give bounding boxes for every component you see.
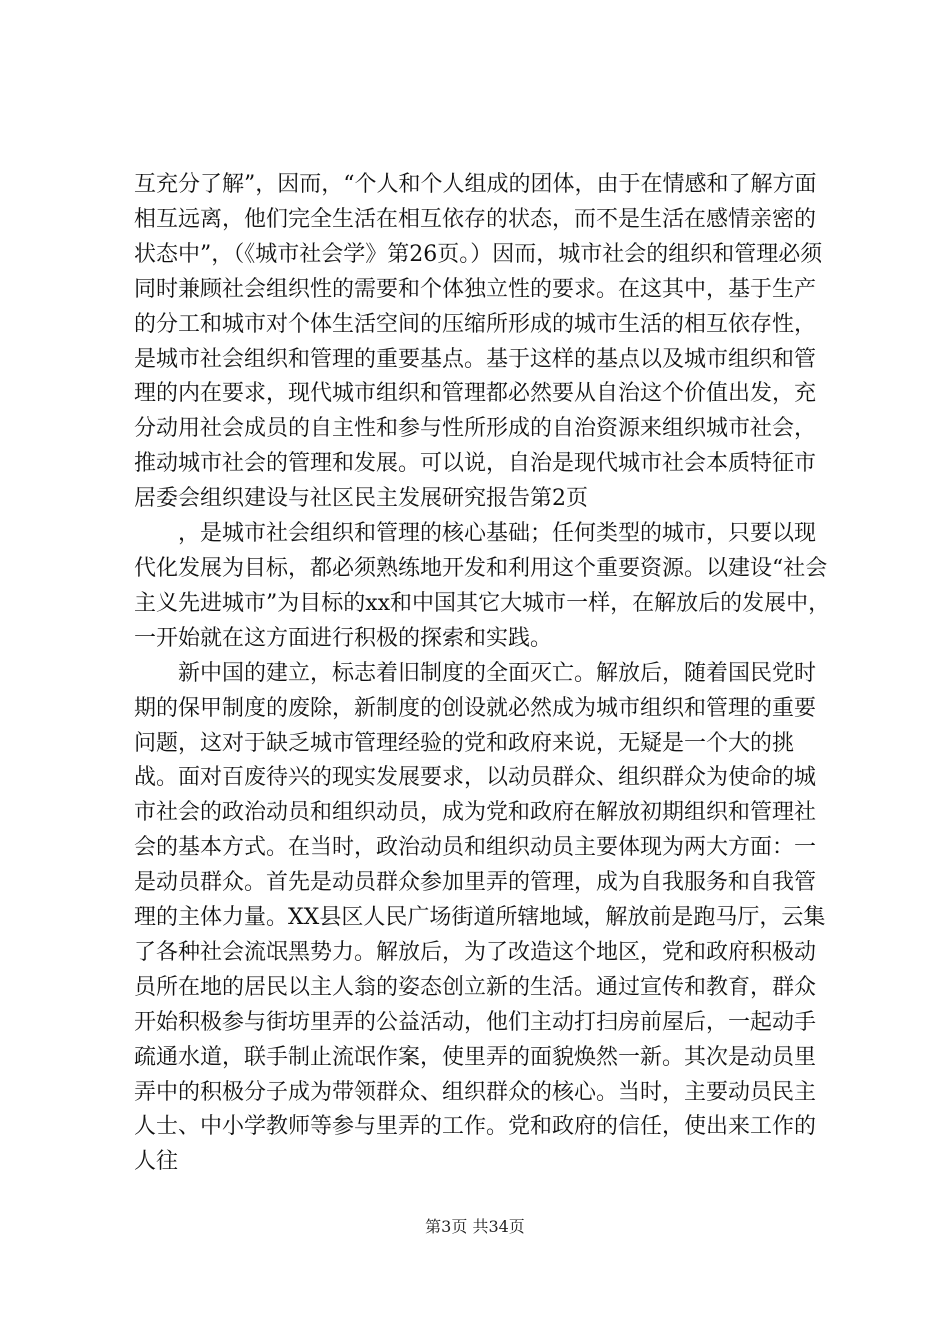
page-footer: 第3页 共34页 [425, 1217, 525, 1236]
body-paragraph-3: 新中国的建立，标志着旧制度的全面灭亡。解放后，随着国民党时期的保甲制度的废除，新制度的创设就必然成为城市组织和管理的重要问题，这对于缺乏城市管理经验的党和政府来说，无疑是一个大的挑战。面对百废待兴的现实发展要求，以动员群众、组织群众为使命的城市社会的政治动员和组织动员，成为党和政府在解放初期组织和管理社会的基本方式。在当时，政治动员和组织动员主要体现为两大方面：一是动员群众。首先是动员群众参加里弄的管理，成为自我服务和自我管理的主体力量。XX县区人民广场街道所辖地域，解放前是跑马厅，云集了各种社会流氓黑势力。解放后，为了改造这个地区，党和政府积极动员所在地的居民以主人翁的姿态创立新的生活。通过宣传和教育，群众开始积极参与街坊里弄的公益活动，他们主动打扫房前屋后，一起动手疏通水道，联手制止流氓作案，使里弄的面貌焕然一新。其次是动员里弄中的积极分子成为带领群众、组织群众的核心。当时，主要动员民主人士、中小学教师等参与里弄的工作。党和政府的信任，使出来工作的人往 [134, 660, 826, 1175]
body-paragraph-1: 互充分了解”，因而，“个人和个人组成的团体，由于在情感和了解方面相互远离，他们完全生活在相互依存的状态，而不是生活在感情亲密的状态中”，（《城市社会学》第26页。）因而，城市社会的组织和管理必须同时兼顾社会组织性的需要和个体独立性的要求。在这其中，基于生产的分工和城市对个体生活空间的压缩所形成的城市生活的相互依存性，是城市社会组织和管理的重要基点。基于这样的基点以及城市组织和管理的内在要求，现代城市组织和管理都必然要从自治这个价值出发，充分动用社会成员的自主性和参与性所形成的自治资源来组织城市社会，推动城市社会的管理和发展。可以说，自治是现代城市社会本质特征市居委会组织建设与社区民主发展研究报告第2页 [134, 172, 823, 512]
document-body [134, 168, 834, 1180]
body-paragraph-2: ，是城市社会组织和管理的核心基础；任何类型的城市，只要以现代化发展为目标，都必须熟练地开发和利用这个重要资源。以建设“社会主义先进城市”为目标的xx和中国其它大城市一样，在解放后的发展中，一开始就在这方面进行积极的探索和实践。 [134, 521, 831, 651]
